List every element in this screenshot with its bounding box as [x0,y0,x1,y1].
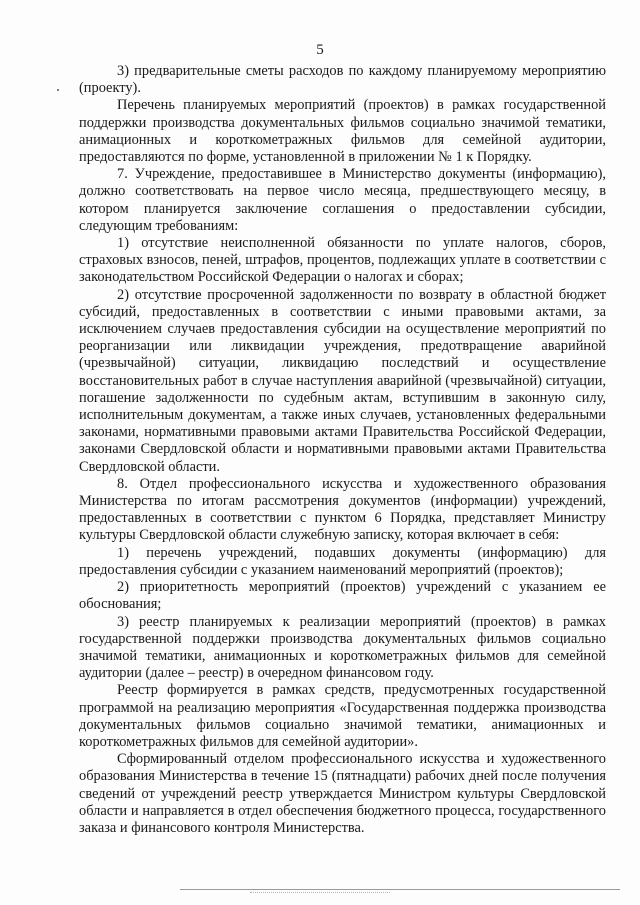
paragraph-section-7: 7. Учреждение, предоставившее в Министерство документы (информацию), должно соответствовать на первое число месяца, предшествующего месяцу, в котором планируется заключение соглашения о предоставлении субсидии, следующим требованиям: [79,166,606,234]
paragraph-note-item-2: 2) приоритетность мероприятий (проектов) учреждений с указанием ее обоснования; [79,579,606,613]
scan-edge-line [180,889,620,890]
scan-edge-line-faint [250,892,390,893]
paragraph-item-3-estimates: 3) предварительные сметы расходов по каждому планируемому мероприятию (проекту). [79,63,606,97]
paragraph-section-8: 8. Отдел профессионального искусства и художественного образования Министерства по итогам рассмотрения документов (информации) учреждений, предоставленных в соответствии с пунктом 6 Порядка, представляет Министру культуры Свердловской области служебную записку, которая включает в себя: [79,475,606,544]
paragraph-note-item-1: 1) перечень учреждений, подавших документы (информацию) для предоставления субсидии с указанием наименований мероприятий (проектов); [79,544,606,578]
page-number: 5 [316,42,324,58]
paragraph-event-list-form: Перечень планируемых мероприятий (проектов) в рамках государственной поддержки производства документальных фильмов социально значимой тематики, анимационных и короткометражных фильмов для семейной аудитории, предоставляются по форме, установленной в приложении № 1 к Порядку. [79,97,606,166]
paragraph-requirement-1: 1) отсутствие неисполненной обязанности по уплате налогов, сборов, страховых взносов, пеней, штрафов, процентов, подлежащих уплате в соответствии с законодательством Российской Федерации о налогах и сборах; [79,235,606,286]
document-body [79,63,606,837]
paragraph-registry-approval: Сформированный отделом профессионального искусства и художественного образования Министерства в течение 15 (пятнадцати) рабочих дней после получения сведений от учреждений реестр утверждается Министром культуры Свердловской области и направляется в отдел обеспечения бюджетного процесса, государственного заказа и финансового контроля Министерства. [79,751,606,836]
paragraph-note-item-3: 3) реестр планируемых к реализации мероприятий (проектов) в рамках государственной поддержки производства документальных фильмов социально значимой тематики, анимационных и короткометражных фильмов для семейной аудитории (далее – реестр) в очередном финансовом году. [79,613,606,682]
paragraph-requirement-2: 2) отсутствие просроченной задолженности по возврату в областной бюджет субсидий, предоставленных в соответствии с иными правовыми актами, за исключением случаев предоставления субсидии на осуществление мероприятий по реорганизации или ликвидации учреждения, предотвращение аварийной (чрезвычайной) ситуации, ликвидацию последствий и осуществление восстановительных работ в случае наступления аварийной (чрезвычайной) ситуации, погашение задолженности по судебным актам, вступившим в законную силу, исполнительным документам, а также иных случаев, установленных федеральными законами, нормативными правовыми актами Правительства Российской Федерации, законами Свердловской области и нормативными правовыми актами Правительства Свердловской области. [79,286,606,475]
paragraph-registry-formation: Реестр формируется в рамках средств, предусмотренных государственной программой на реализацию мероприятия «Государственная поддержка производства документальных фильмов социально значимой тематики, анимационных и короткометражных фильмов для семейной аудитории». [79,682,606,750]
scan-speck [57,89,59,91]
